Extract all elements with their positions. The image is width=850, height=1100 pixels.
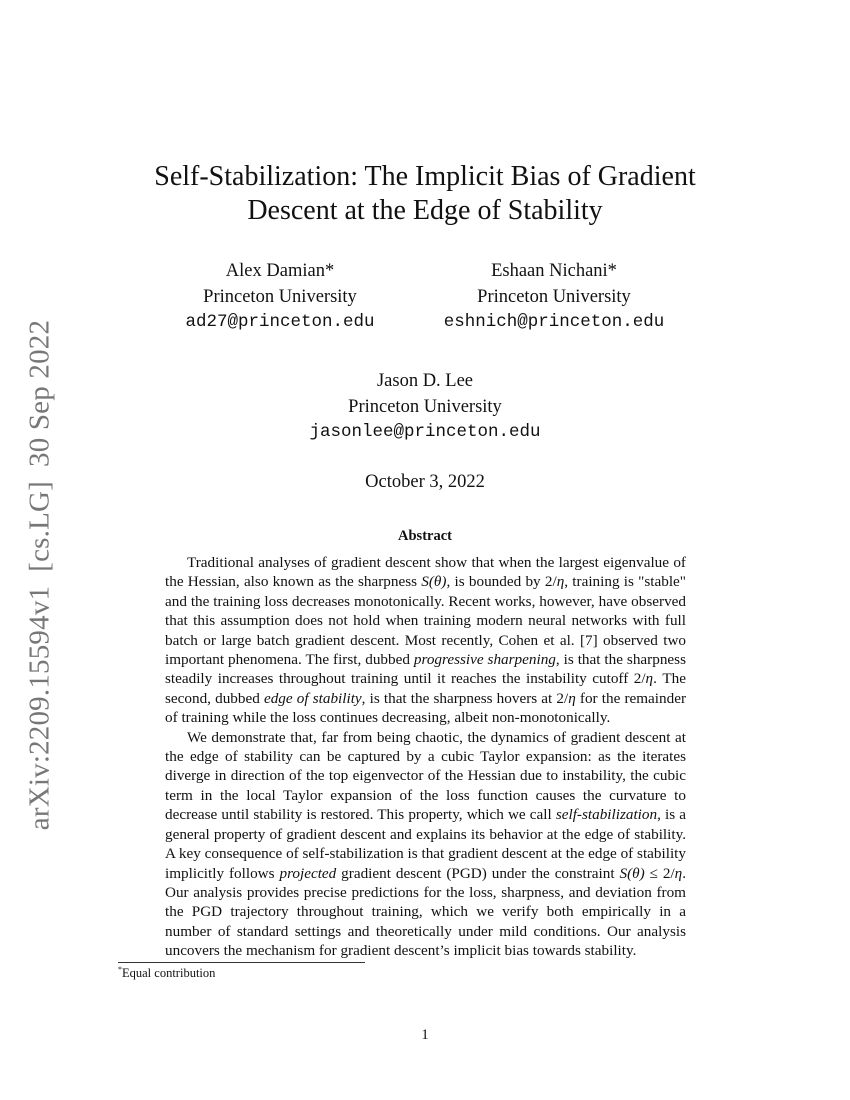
body-text: We demonstrate that, far from being chaotic, the dynamics of gradient descent at the edge of stability can be captured by a cubic Taylor expansion: as the iterates diverge in direction of the top eigenvector of the Hessian due to instability, the cubic term in the local Taylor expansion of the loss function causes the curvature to decrease until stability is restored. This property, which we call bbox=[165, 728, 686, 824]
body-text: , is a general property of gradient descent and explains its behavior at the edge of stability. A key consequence of self-stabilization is that gradient descent at the edge of stability implicitly follows bbox=[165, 806, 687, 882]
arxiv-date: 30 Sep 2022 bbox=[23, 319, 56, 467]
emphasis-text: progressive sharpening bbox=[413, 651, 556, 669]
arxiv-id: arXiv:2209.15594v1 bbox=[23, 585, 56, 831]
emphasis-text: η bbox=[645, 670, 654, 688]
body-text: , is that the sharpness hovers at 2/ bbox=[361, 689, 569, 707]
author-affiliation: Princeton University bbox=[203, 286, 357, 307]
emphasis-text: η bbox=[556, 573, 565, 591]
author-email[interactable]: eshnich@princeton.edu bbox=[443, 312, 665, 332]
body-text: gradient descent (PGD) under the constraint bbox=[336, 864, 620, 882]
emphasis-text: η bbox=[568, 689, 576, 707]
author-name: Eshaan Nichani* bbox=[491, 261, 617, 281]
title-line: Descent at the Edge of Stability bbox=[247, 195, 603, 226]
author-name: Alex Damian* bbox=[225, 261, 335, 281]
emphasis-text: η bbox=[674, 864, 683, 882]
paper-date: October 3, 2022 bbox=[365, 472, 485, 492]
author-email[interactable]: jasonlee@princeton.edu bbox=[309, 422, 541, 442]
body-text: . The second, dubbed bbox=[165, 670, 686, 707]
body-text: , is bounded by 2/ bbox=[446, 573, 557, 591]
arxiv-category: [cs.LG] bbox=[23, 480, 56, 572]
body-text: , is that the sharpness steadily increases throughout training until it reaches the instability cutoff 2/ bbox=[165, 651, 686, 688]
author-block bbox=[275, 369, 575, 446]
emphasis-text: projected bbox=[279, 864, 337, 882]
body-text: ≤ 2/ bbox=[644, 864, 675, 882]
author-affiliation: Princeton University bbox=[477, 286, 631, 307]
footnote-rule bbox=[118, 962, 365, 963]
author-block bbox=[424, 259, 684, 336]
abstract-paragraph bbox=[165, 728, 686, 961]
author-affiliation: Princeton University bbox=[348, 396, 502, 417]
body-text: . Our analysis provides precise predictions for the loss, sharpness, and deviation from the PGD trajectory throughout training, which we verify both empirically in a number of standard settings and theoretically under mild conditions. Our analysis uncovers the mechanism for gradient descent’s implicit bias towards stability. bbox=[165, 864, 687, 960]
body-text: , training is "stable" and the training loss decreases monotonically. Recent works, however, have observed that this assumption does not hold when training modern neural networks with full batch or large batch gradient descent. Most recently, Cohen et al. [7] observed two important phenomena. The first, dubbed bbox=[165, 573, 686, 669]
abstract-paragraph bbox=[165, 553, 686, 728]
paper-title bbox=[0, 160, 850, 228]
emphasis-text: edge of stability bbox=[263, 689, 362, 707]
author-block bbox=[170, 259, 390, 336]
footnote bbox=[118, 965, 215, 981]
emphasis-text: self-stabilization bbox=[555, 806, 658, 824]
abstract-body bbox=[165, 553, 686, 961]
emphasis-text: S(θ) bbox=[619, 864, 645, 882]
emphasis-text: S(θ) bbox=[421, 573, 447, 591]
footnote-text: Equal contribution bbox=[122, 966, 216, 981]
arxiv-stamp bbox=[24, 313, 57, 837]
author-name: Jason D. Lee bbox=[376, 371, 474, 391]
body-text: for the remainder of training while the loss continues decreasing, albeit non-monotonically. bbox=[165, 689, 687, 727]
body-text: Traditional analyses of gradient descent show that when the largest eigenvalue of the Hessian, also known as the sharpness bbox=[165, 554, 686, 591]
abstract-heading: Abstract bbox=[398, 528, 452, 544]
page-number: 1 bbox=[421, 1027, 429, 1043]
title-line: Self-Stabilization: The Implicit Bias of Gradient bbox=[154, 161, 696, 192]
footnote-mark: * bbox=[118, 965, 122, 974]
author-email[interactable]: ad27@princeton.edu bbox=[185, 312, 375, 332]
